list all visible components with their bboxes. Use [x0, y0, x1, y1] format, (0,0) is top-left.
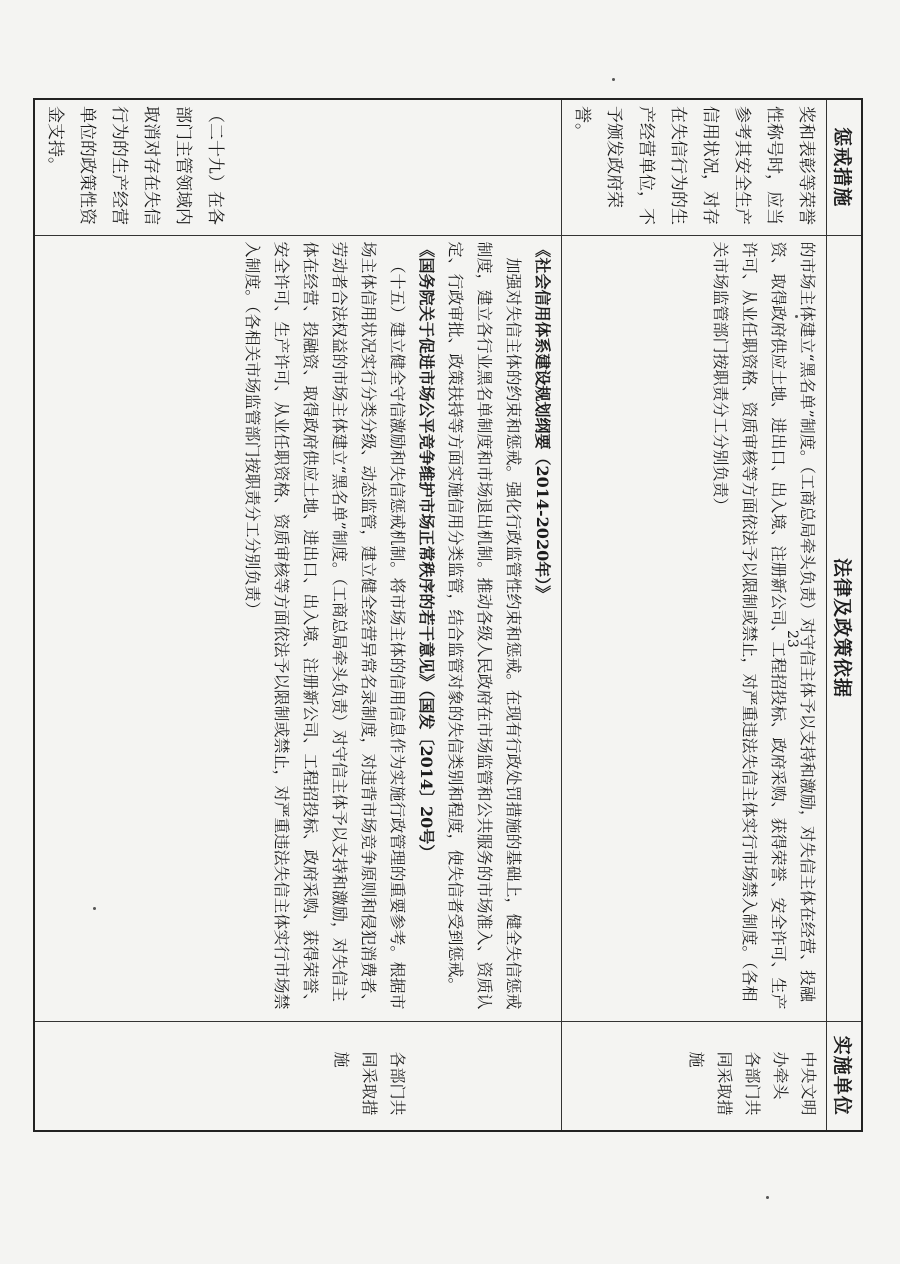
row1-unit	[562, 1021, 827, 1131]
header-law: 法律及政策依据	[827, 235, 863, 1021]
row2-doc1-text: 加强对失信主体的约束和惩戒。强化行政监管性约束和惩戒。在现有行政处罚措施的基础上，健全失信惩戒制度，建立各行业黑名单制度和市场退出机制。推动各级人民政府在市场监管和公共服务的市场准入、资质认定、行政审批、政策扶持等方面实施信用分类监管，结合监管对象的失信类别和程度，使失信者受到惩戒。	[446, 241, 523, 1010]
row1-measure: 奖和表彰等荣誉性称号时，应当参考其安全生产信用状况，对存在失信行为的生产经营单位，不予颁发政府荣誉。	[562, 99, 827, 235]
header-measure: 惩戒措施	[827, 99, 863, 235]
page-number: 23	[784, 630, 800, 648]
row1-law	[562, 235, 827, 1021]
scan-speck	[93, 907, 96, 910]
scan-speck	[795, 315, 798, 318]
row2-measure-text: （二十九）在各部门主管领域内取消对存在失信行为的生产经营单位的政策性资金支持。	[45, 106, 225, 225]
scan-speck	[766, 1196, 769, 1199]
header-unit: 实施单位	[827, 1021, 863, 1131]
rotated-table-wrapper	[45, 98, 863, 1130]
row2-doc1-title: 《社会信用体系建设规划纲要（2014-2020年）》	[533, 241, 552, 602]
row2-unit-text: 各部门共同采取措施	[332, 1051, 407, 1116]
row2-measure	[34, 99, 562, 235]
table-row	[562, 99, 827, 1131]
row2-unit	[34, 1021, 562, 1131]
scan-speck	[612, 78, 615, 81]
row2-doc2-title: 《国务院关于促进市场公平竞争维护市场正常秩序的若干意见》（国发〔2014〕20号）	[417, 241, 436, 861]
row2-law	[34, 235, 562, 1021]
row2-doc2-text: （十五）建立健全守信激励和失信惩戒机制。将市场主体的信用信息作为实施行政管理的重要参考。根据市场主体信用状况实行分类分级、动态监管，建立健全经营异常名录制度，对违背市场竞争原则和侵犯消费者、劳动者合法权益的市场主体建立“黑名单”制度。（工商总局牵头负责）对守信主体予以支持和激励，对失信主体在经营、投融资、取得政府供应土地、进出口、出入境、注册新公司、工程招投标、政府采购、获得荣誉、安全许可、生产许可、从业任职资格、资质审核等方面依法予以限制或禁止，对严重违法失信主体实行市场禁入制度。（各相关市场监管部门按职责分工分别负责）	[243, 241, 407, 1010]
row1-unit-joint: 各部门共同采取措施	[687, 1051, 762, 1116]
row1-law-text: 的市场主体建立“黑名单”制度。（工商总局牵头负责）对守信主体予以支持和激励，对失信主体在经营、投融资、取得政府供应土地、进出口、出入境、注册新公司、工程招投标、政府采购、获得荣誉、安全许可、生产许可、从业任职资格、资质审核等方面依法予以限制或禁止，对严重违法失信主体实行市场禁入制度。（各相关市场监管部门按职责分工分别负责）	[711, 241, 817, 1010]
row1-unit-lead: 中央文明办牵头	[771, 1051, 818, 1116]
policy-table	[33, 98, 863, 1132]
table-row	[34, 99, 562, 1131]
table-header-row	[827, 99, 863, 1131]
